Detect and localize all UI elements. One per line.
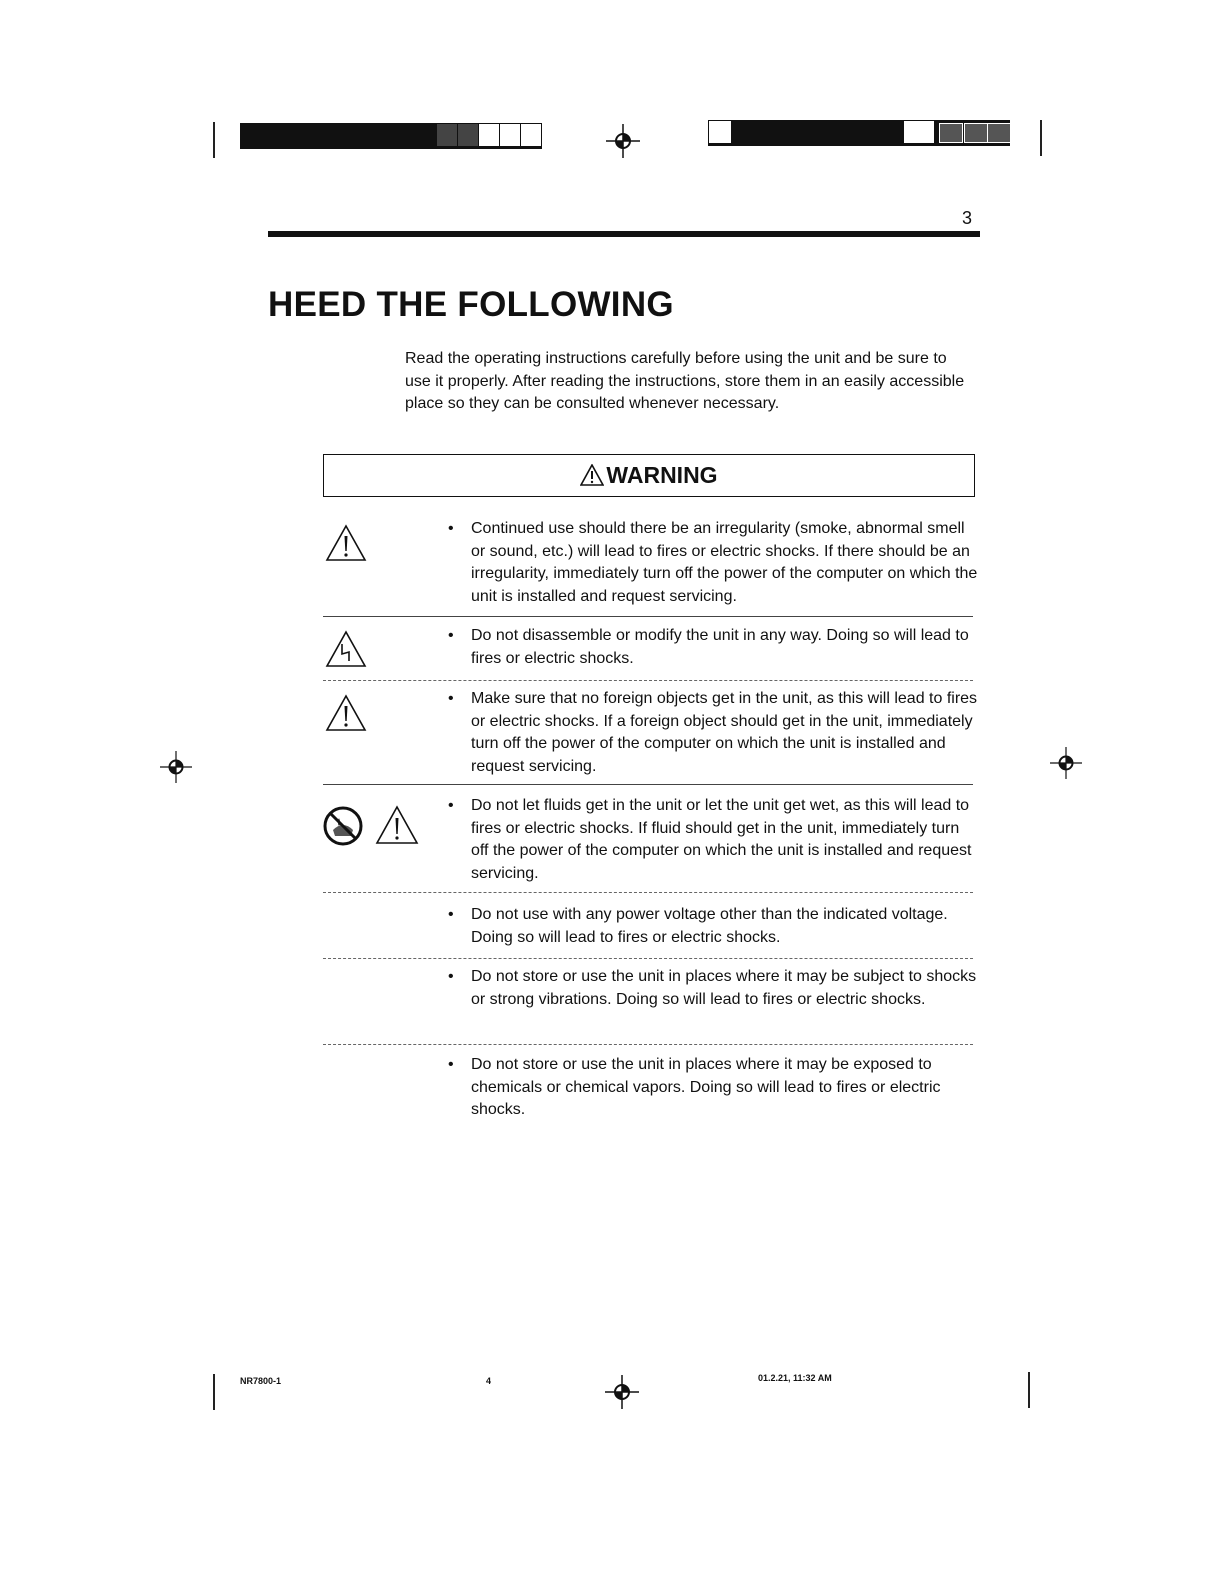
registration-mark-bottom-icon [605, 1375, 639, 1409]
footer-timestamp: 01.2.21, 11:32 AM [758, 1373, 832, 1383]
list-item [448, 688, 978, 778]
crop-line-bottom-right [1028, 1372, 1030, 1408]
color-calibration-bar-left [240, 123, 542, 149]
warning-text: Do not use with any power voltage other than the indicated voltage. Doing so will lead to fires or electric shocks. [471, 906, 948, 946]
caution-triangle-icon [325, 524, 367, 562]
color-calibration-bar-right [708, 120, 1010, 146]
warning-text: Make sure that no foreign objects get in the unit, as this will lead to fires or electric shocks. If a foreign object should get in the unit, immediately turn off the power of the computer on which the unit is installed and request servicing. [471, 690, 978, 775]
warning-text: Do not let fluids get in the unit or let the unit get wet, as this will lead to fires or electric shocks. If fluid should get in the unit, immediately turn off the power of the computer on which the unit is installed and request servicing. [471, 797, 972, 882]
registration-mark-right-icon [1050, 747, 1082, 779]
warning-heading [324, 462, 974, 489]
bullet: • [448, 968, 454, 985]
bullet: • [448, 797, 454, 814]
footer-doc-code: NR7800-1 [240, 1376, 282, 1386]
crop-line-top-right [1040, 120, 1042, 156]
list-item [448, 795, 978, 885]
caution-triangle-icon [325, 694, 367, 732]
footer-sheet-number: 4 [486, 1376, 492, 1386]
warning-text: Do not store or use the unit in places where it may be subject to shocks or strong vibrations. Doing so will lead to fires or electric shocks. [471, 968, 977, 1008]
caution-triangle-icon [375, 805, 419, 845]
electric-shock-triangle-icon [325, 630, 367, 668]
list-item [448, 904, 978, 949]
warning-box [323, 454, 975, 497]
crop-line-top-left [213, 122, 215, 158]
list-item [448, 1054, 978, 1122]
crop-line-bottom-left [213, 1374, 215, 1410]
divider [323, 784, 973, 785]
divider [323, 892, 973, 893]
warning-triangle-icon [580, 464, 604, 486]
bullet: • [448, 520, 454, 537]
divider [323, 958, 973, 959]
no-water-icon [323, 806, 363, 846]
header-rule [268, 231, 980, 237]
bullet: • [448, 627, 454, 644]
warning-label: WARNING [606, 462, 718, 488]
divider [323, 680, 973, 681]
list-item [448, 625, 978, 670]
warning-text: Continued use should there be an irregularity (smoke, abnormal smell or sound, etc.) will lead to fires or electric shocks. If there should be an irregularity, immediately turn off the power of the computer on which the unit is installed and request servicing. [471, 520, 978, 605]
bullet: • [448, 906, 454, 923]
list-item [448, 518, 978, 608]
divider [323, 1044, 973, 1045]
warning-text: Do not disassemble or modify the unit in any way. Doing so will lead to fires or electric shocks. [471, 627, 969, 667]
warning-text: Do not store or use the unit in places where it may be exposed to chemicals or chemical vapors. Doing so will lead to fires or electric shocks. [471, 1056, 941, 1118]
list-item [448, 966, 978, 1011]
bullet: • [448, 690, 454, 707]
intro-paragraph: Read the operating instructions carefully before using the unit and be sure to use it properly. After reading the instructions, store them in an easily accessible place so they can be consulted whenever necessary. [405, 350, 965, 412]
bullet: • [448, 1056, 454, 1073]
page-number: 3 [962, 208, 973, 228]
divider [323, 616, 973, 617]
registration-mark-left-icon [160, 751, 192, 783]
page-title: HEED THE FOLLOWING [268, 285, 674, 324]
registration-mark-top-icon [606, 124, 640, 158]
